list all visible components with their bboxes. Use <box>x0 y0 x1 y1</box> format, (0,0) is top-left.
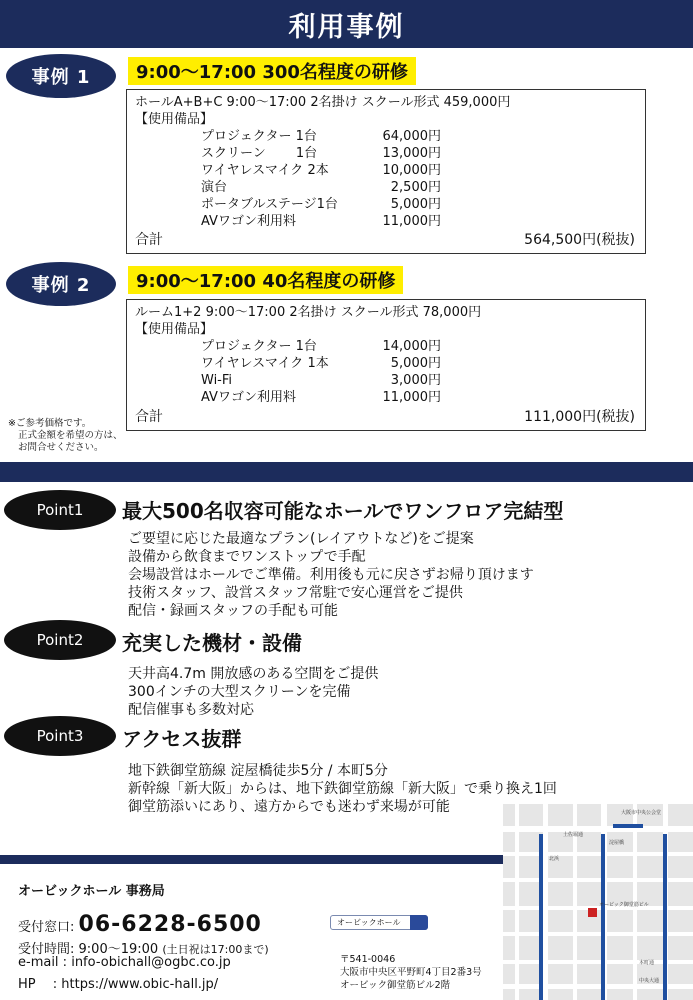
phone-number[interactable]: 06-6228-6500 <box>78 912 262 937</box>
case1-equipment-row <box>135 196 637 213</box>
equipment-name: 演台 <box>201 180 228 195</box>
case2-total-row <box>135 409 635 426</box>
postal-code: 〒541-0046 <box>340 954 396 965</box>
map-label: 土佐堀通 <box>563 832 584 838</box>
map-label: 北浜 <box>549 856 560 862</box>
footer-divider <box>0 855 503 864</box>
case1-equipment-row <box>135 179 637 196</box>
case2-equipment-row <box>135 389 637 406</box>
case1-total-row <box>135 232 635 249</box>
email-row <box>18 955 231 970</box>
point1-list <box>128 530 534 620</box>
case1-heading: 9:00～17:00 300名程度の研修 <box>128 57 416 85</box>
point1-line: 会場設営はホールでご準備。利用後も元に戻さずお帰り頂けます <box>128 567 534 583</box>
case2-heading: 9:00～17:00 40名程度の研修 <box>128 266 403 294</box>
address-line1: 大阪市中央区平野町4丁目2番3号 <box>340 967 482 978</box>
point1-title: 最大500名収容可能なホールでワンフロア完結型 <box>122 499 564 523</box>
page-title: 利用事例 <box>288 11 405 43</box>
point2-badge: Point2 <box>4 620 116 660</box>
equipment-price: 3,000円 <box>390 373 441 388</box>
case2-equipment-row <box>135 372 637 389</box>
point3-badge: Point3 <box>4 716 116 756</box>
point1-line: 技術スタッフ、設営スタッフ常駐で安心運営をご提供 <box>128 585 463 601</box>
point1-line: 設備から飲食までワンストップで手配 <box>128 549 366 565</box>
office-address <box>340 953 482 992</box>
hours-label: 受付時間: <box>18 942 75 957</box>
note-line: ※ご参考価格です。 <box>8 418 92 429</box>
case1-detail-box <box>126 89 646 254</box>
case1-equipment-row <box>135 145 637 162</box>
case1-equipment-row <box>135 128 637 145</box>
point1-line: 配信・録画スタッフの手配も可能 <box>128 603 338 619</box>
point1-badge: Point1 <box>4 490 116 530</box>
access-map <box>503 804 693 1000</box>
case2-equipment-list <box>135 338 637 406</box>
case2-total-label: 合計 <box>135 409 163 425</box>
reception-row <box>18 912 262 937</box>
equipment-name: AVワゴン利用料 <box>201 390 296 405</box>
section-divider <box>0 462 693 482</box>
hp-row <box>18 973 218 992</box>
email-label: e-mail : <box>18 955 68 970</box>
search-box[interactable] <box>330 915 428 930</box>
point3-title: アクセス抜群 <box>122 727 242 751</box>
access-map-graphic <box>503 804 693 1000</box>
address-line2: オービック御堂筋ビル2階 <box>340 980 451 991</box>
case1-summary: ホールA+B+C 9:00～17:00 2名掛け スクール形式 459,000円 <box>135 95 511 110</box>
point2-title: 充実した機材・設備 <box>122 631 302 655</box>
equipment-price: 14,000円 <box>382 339 441 354</box>
equipment-price: 5,000円 <box>390 197 441 212</box>
equipment-name: ワイヤレスマイク 1本 <box>201 356 329 371</box>
point3-list <box>128 762 557 816</box>
equipment-price: 64,000円 <box>382 129 441 144</box>
case1-total-label: 合計 <box>135 232 163 248</box>
equipment-name: スクリーン 1台 <box>201 146 318 161</box>
page-title-bar <box>0 0 693 48</box>
equipment-name: ワイヤレスマイク 2本 <box>201 163 329 178</box>
equipment-price: 2,500円 <box>390 180 441 195</box>
email-link[interactable]: info-obichall@ogbc.co.jp <box>71 955 231 970</box>
point3-line: 新幹線「新大阪」からは、地下鉄御堂筋線「新大阪」で乗り換え1回 <box>128 781 557 797</box>
map-label: 淀屋橋 <box>609 840 625 846</box>
map-label: オービック御堂筋ビル <box>599 902 649 908</box>
case2-equipment-row <box>135 355 637 372</box>
case1-equipment-list <box>135 128 637 230</box>
equipment-name: AVワゴン利用料 <box>201 214 296 229</box>
point3-line: 地下鉄御堂筋線 淀屋橋徒歩5分 / 本町5分 <box>128 763 388 779</box>
equipment-price: 11,000円 <box>382 214 441 229</box>
case2-summary: ルーム1+2 9:00～17:00 2名掛け スクール形式 78,000円 <box>135 305 482 320</box>
hours-value: 9:00～19:00 <box>78 942 159 957</box>
point2-line: 天井高4.7m 開放感のある空間をご提供 <box>128 666 379 682</box>
point2-line: 配信催事も多数対応 <box>128 702 254 718</box>
equipment-name: プロジェクター 1台 <box>201 129 317 144</box>
equipment-name: プロジェクター 1台 <box>201 339 317 354</box>
map-label: 本町通 <box>639 960 655 966</box>
hp-label: HP : <box>18 977 58 992</box>
equipment-name: ポータブルステージ1台 <box>201 197 338 212</box>
case1-equipment-label: 【使用備品】 <box>135 112 214 127</box>
equipment-price: 11,000円 <box>382 390 441 405</box>
case1-total-value: 564,500円(税抜) <box>524 232 635 248</box>
map-label: 大阪市中央公会堂 <box>621 810 662 816</box>
case1-badge: 事例 1 <box>6 54 116 98</box>
equipment-price: 5,000円 <box>390 356 441 371</box>
case2-detail-box <box>126 299 646 431</box>
case2-total-value: 111,000円(税抜) <box>524 409 635 425</box>
equipment-name: Wi-Fi <box>201 373 233 388</box>
case1-equipment-row <box>135 213 637 230</box>
point3-line: 御堂筋添いにあり、遠方からでも迷わず来場が可能 <box>128 799 450 815</box>
case1-equipment-row <box>135 162 637 179</box>
note-line: 正式金額を希望の方は、 <box>18 430 123 441</box>
map-label: 中央大通 <box>639 978 660 984</box>
equipment-price: 13,000円 <box>382 146 441 161</box>
search-icon[interactable] <box>410 915 428 930</box>
point1-line: ご要望に応じた最適なプラン(レイアウトなど)をご提案 <box>128 531 474 547</box>
map-target-marker <box>588 908 597 917</box>
office-name: オービックホール 事務局 <box>18 884 165 899</box>
equipment-price: 10,000円 <box>382 163 441 178</box>
point2-list <box>128 665 378 719</box>
case2-equipment-label: 【使用備品】 <box>135 322 214 337</box>
note-line: お問合せください。 <box>18 442 104 453</box>
reference-price-note <box>8 418 128 454</box>
reception-label: 受付窓口: <box>18 920 75 935</box>
case2-badge: 事例 2 <box>6 262 116 306</box>
case2-equipment-row <box>135 338 637 355</box>
point2-line: 300インチの大型スクリーンを完備 <box>128 684 351 700</box>
search-text: オービックホール <box>337 918 401 927</box>
hp-link[interactable]: https://www.obic-hall.jp/ <box>61 977 219 992</box>
hours-note: (土日祝は17:00まで) <box>162 943 269 956</box>
